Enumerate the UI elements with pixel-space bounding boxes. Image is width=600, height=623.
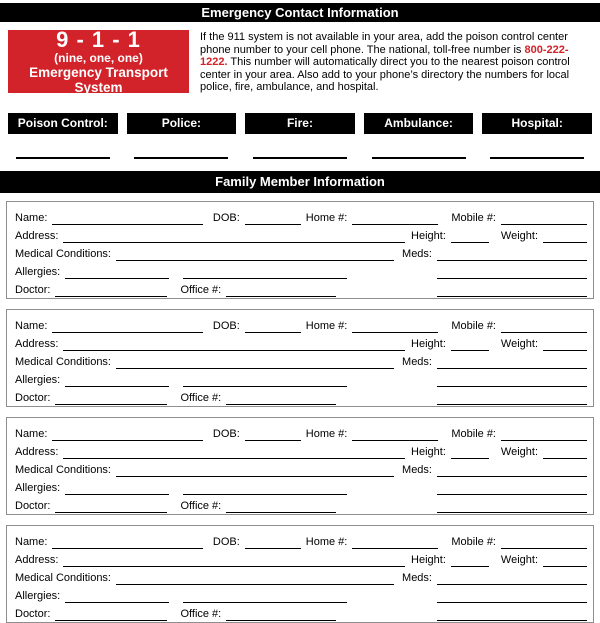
name-label: Name:: [15, 319, 48, 332]
allergies-blank-line: [65, 590, 169, 603]
allergies-continuation-line: [183, 482, 347, 495]
allergies-blank-line: [65, 374, 169, 387]
medical-conditions-label: Medical Conditions:: [15, 355, 111, 368]
height-label: Height:: [411, 337, 446, 350]
address-blank-line: [63, 446, 405, 459]
911-number-words: (nine, one, one): [54, 51, 143, 65]
address-row: [15, 225, 587, 243]
height-blank-line: [451, 554, 489, 567]
height-blank-line: [451, 230, 489, 243]
family-member-header: [0, 171, 600, 193]
doctor-row: [15, 279, 587, 297]
allergies-row: [15, 585, 587, 603]
medical-conditions-row: [15, 243, 587, 261]
office-number-blank-line: [226, 392, 336, 405]
medical-conditions-blank-line: [116, 572, 394, 585]
top-section: [8, 27, 592, 95]
allergies-row: [15, 369, 587, 387]
weight-label: Weight:: [500, 337, 538, 350]
dob-label: DOB:: [212, 535, 240, 548]
ambulance-blank-line: [372, 156, 466, 159]
contact-label-police: Police:: [127, 113, 237, 134]
home-number-label: Home #:: [305, 535, 348, 548]
medical-conditions-blank-line: [116, 248, 394, 261]
medical-conditions-row: [15, 459, 587, 477]
name-blank-line: [52, 536, 202, 549]
meds-blank-line: [437, 572, 587, 585]
family-member-block: [6, 417, 594, 515]
meds-continuation-line: [437, 266, 587, 279]
mobile-number-label: Mobile #:: [451, 319, 496, 332]
doctor-row: [15, 387, 587, 405]
meds-blank-line: [437, 356, 587, 369]
name-row: [15, 423, 587, 441]
address-blank-line: [63, 554, 405, 567]
mobile-number-blank-line: [501, 212, 587, 225]
dob-label: DOB:: [212, 427, 240, 440]
poison-control-instructions: [200, 30, 592, 94]
doctor-blank-line: [55, 392, 167, 405]
allergies-row: [15, 477, 587, 495]
weight-blank-line: [543, 230, 587, 243]
name-label: Name:: [15, 427, 48, 440]
instructions-text-after: This number will automatically direct you to the nearest poison control center in your area. Also add to your phone’s directory the numbers for local police, fire, ambulance, and hospital.: [200, 56, 570, 94]
medical-conditions-label: Medical Conditions:: [15, 463, 111, 476]
family-member-block: [6, 201, 594, 299]
office-number-label: Office #:: [180, 499, 222, 512]
contact-label-poison-control: Poison Control:: [8, 113, 118, 134]
name-blank-line: [52, 428, 202, 441]
meds-blank-line: [437, 248, 587, 261]
home-number-label: Home #:: [305, 319, 348, 332]
home-number-label: Home #:: [305, 211, 348, 224]
medical-conditions-label: Medical Conditions:: [15, 247, 111, 260]
weight-blank-line: [543, 446, 587, 459]
height-label: Height:: [411, 553, 446, 566]
emergency-contacts-blank-lines: [8, 134, 592, 159]
address-blank-line: [63, 230, 405, 243]
contact-label-fire: Fire:: [245, 113, 355, 134]
home-number-blank-line: [352, 320, 438, 333]
poison-control-blank-line: [16, 156, 110, 159]
medical-conditions-label: Medical Conditions:: [15, 571, 111, 584]
allergies-blank-line: [65, 482, 169, 495]
address-label: Address:: [15, 445, 59, 458]
office-number-label: Office #:: [180, 607, 222, 620]
doctor-row: [15, 603, 587, 621]
meds-continuation-line: [437, 482, 587, 495]
weight-label: Weight:: [500, 445, 538, 458]
mobile-number-blank-line: [501, 320, 587, 333]
medical-conditions-blank-line: [116, 356, 394, 369]
meds-continuation-line-2: [437, 284, 587, 297]
meds-blank-line: [437, 464, 587, 477]
fire-blank-line: [253, 156, 347, 159]
mobile-number-blank-line: [501, 536, 587, 549]
contact-label-hospital: Hospital:: [482, 113, 592, 134]
meds-continuation-line-2: [437, 608, 587, 621]
height-blank-line: [451, 446, 489, 459]
name-row: [15, 531, 587, 549]
meds-label: Meds:: [402, 355, 432, 368]
home-number-label: Home #:: [305, 427, 348, 440]
address-row: [15, 333, 587, 351]
emergency-transport-system-label: Emergency Transport System: [29, 65, 168, 95]
allergies-continuation-line: [183, 590, 347, 603]
meds-continuation-line: [437, 590, 587, 603]
doctor-label: Doctor:: [15, 391, 51, 404]
doctor-blank-line: [55, 284, 167, 297]
doctor-label: Doctor:: [15, 607, 51, 620]
dob-blank-line: [245, 536, 301, 549]
doctor-label: Doctor:: [15, 283, 51, 296]
meds-continuation-line-2: [437, 500, 587, 513]
medical-conditions-blank-line: [116, 464, 394, 477]
dob-blank-line: [245, 212, 301, 225]
police-blank-line: [134, 156, 228, 159]
911-emergency-box: [8, 27, 189, 95]
meds-label: Meds:: [402, 571, 432, 584]
weight-blank-line: [543, 554, 587, 567]
dob-blank-line: [245, 428, 301, 441]
doctor-label: Doctor:: [15, 499, 51, 512]
office-number-label: Office #:: [180, 391, 222, 404]
poison-control-phone-number: 800-222-1222.: [200, 43, 569, 69]
weight-blank-line: [543, 338, 587, 351]
home-number-blank-line: [352, 212, 438, 225]
contact-label-ambulance: Ambulance:: [364, 113, 474, 134]
instructions-text-before: If the 911 system is not available in your area, add the poison control center phone number to your cell phone. The national, toll-free number is: [200, 31, 568, 56]
name-blank-line: [52, 212, 202, 225]
weight-label: Weight:: [500, 553, 538, 566]
address-label: Address:: [15, 337, 59, 350]
address-row: [15, 549, 587, 567]
height-blank-line: [451, 338, 489, 351]
home-number-blank-line: [352, 428, 438, 441]
doctor-row: [15, 495, 587, 513]
allergies-row: [15, 261, 587, 279]
home-number-blank-line: [352, 536, 438, 549]
office-number-blank-line: [226, 608, 336, 621]
address-blank-line: [63, 338, 405, 351]
height-label: Height:: [411, 445, 446, 458]
allergies-label: Allergies:: [15, 589, 61, 602]
address-label: Address:: [15, 229, 59, 242]
doctor-blank-line: [55, 500, 167, 513]
name-row: [15, 315, 587, 333]
mobile-number-blank-line: [501, 428, 587, 441]
name-row: [15, 207, 587, 225]
name-label: Name:: [15, 211, 48, 224]
emergency-contacts-label-row: [8, 113, 592, 134]
allergies-continuation-line: [183, 266, 347, 279]
dob-label: DOB:: [212, 319, 240, 332]
911-number: 9 - 1 - 1: [56, 27, 141, 52]
family-member-block: [6, 309, 594, 407]
mobile-number-label: Mobile #:: [451, 535, 496, 548]
name-blank-line: [52, 320, 202, 333]
office-number-blank-line: [226, 500, 336, 513]
family-member-block: [6, 525, 594, 623]
address-label: Address:: [15, 553, 59, 566]
office-number-blank-line: [226, 284, 336, 297]
dob-label: DOB:: [212, 211, 240, 224]
family-section-title: Family Member Information: [215, 173, 385, 189]
meds-continuation-line-2: [437, 392, 587, 405]
allergies-label: Allergies:: [15, 265, 61, 278]
emergency-contact-header: [0, 3, 600, 22]
meds-label: Meds:: [402, 247, 432, 260]
meds-continuation-line: [437, 374, 587, 387]
allergies-label: Allergies:: [15, 481, 61, 494]
allergies-blank-line: [65, 266, 169, 279]
mobile-number-label: Mobile #:: [451, 427, 496, 440]
office-number-label: Office #:: [180, 283, 222, 296]
address-row: [15, 441, 587, 459]
allergies-continuation-line: [183, 374, 347, 387]
family-blocks: [6, 201, 594, 623]
weight-label: Weight:: [500, 229, 538, 242]
height-label: Height:: [411, 229, 446, 242]
hospital-blank-line: [490, 156, 584, 159]
allergies-label: Allergies:: [15, 373, 61, 386]
doctor-blank-line: [55, 608, 167, 621]
dob-blank-line: [245, 320, 301, 333]
page-title: Emergency Contact Information: [201, 5, 399, 20]
medical-conditions-row: [15, 351, 587, 369]
name-label: Name:: [15, 535, 48, 548]
medical-conditions-row: [15, 567, 587, 585]
meds-label: Meds:: [402, 463, 432, 476]
mobile-number-label: Mobile #:: [451, 211, 496, 224]
